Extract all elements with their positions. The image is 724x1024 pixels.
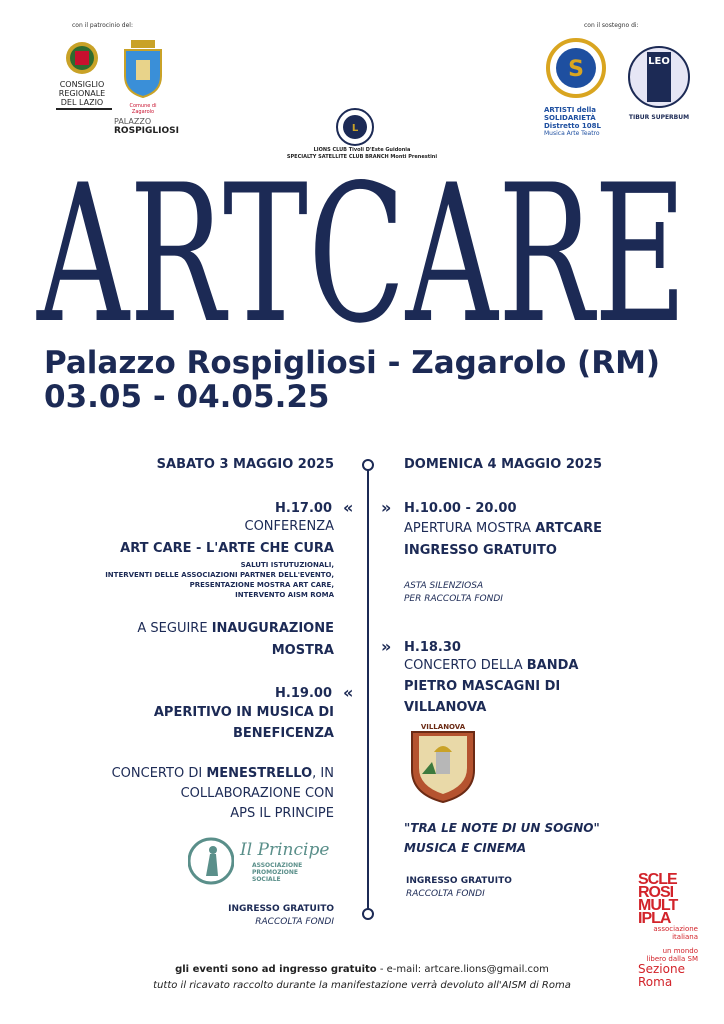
lions-line2: SPECIALTY SATELLITE CLUB BRANCH Monti Prenestini (286, 154, 438, 160)
aism-sezione1: Sezione (638, 962, 685, 976)
sat-concerto (112, 763, 334, 784)
leo-text: LEO (648, 56, 670, 67)
zagarolo-crest-icon (121, 40, 165, 98)
sat-menestrello: MENESTRELLO (206, 766, 313, 781)
sun-apertura-a: APERTURA MOSTRA (404, 521, 536, 536)
sat-aperitivo1: APERITIVO IN MUSICA DI (153, 705, 334, 720)
sun-concerto (404, 655, 578, 676)
sat-aps: APS IL PRINCIPE (230, 806, 334, 821)
sun-quote (404, 818, 600, 858)
principe-sub3: SOCIALE (252, 876, 281, 883)
sun-asta2: PER RACCOLTA FONDI (404, 594, 503, 604)
tibur-text: TIBUR SUPERBUM (628, 114, 690, 121)
sun-raccolta: RACCOLTA FONDI (406, 889, 485, 899)
sat-raccolta: RACCOLTA FONDI (255, 917, 334, 927)
sat-time1: H.17.00 (275, 501, 332, 516)
arrow-right-icon: » (381, 637, 392, 656)
aism-line3: MULT (638, 897, 678, 914)
palazzo-line2: ROSPIGLIOSI (114, 126, 179, 136)
arrow-right-icon: » (381, 498, 392, 517)
principe-name: Il Principe (240, 840, 330, 860)
svg-text:L: L (351, 123, 359, 134)
artisti-emblem-icon (544, 34, 608, 102)
timeline-bottom-dot (362, 908, 374, 920)
sun-apertura-b: ARTCARE (535, 521, 603, 536)
sat-concerto-a: CONCERTO DI (111, 766, 207, 781)
sun-ingresso-gratuito: INGRESSO GRATUITO (404, 543, 557, 558)
comune-text: Comune di Zagarolo (129, 103, 157, 115)
sun-quote1: "TRA LE NOTE DI UN SOGNO" (404, 821, 600, 835)
palazzo-line1: PALAZZO (114, 117, 152, 126)
sat-details3: PRESENTAZIONE MOSTRA ART CARE, (189, 581, 334, 589)
sat-a-seguire (137, 618, 334, 639)
artisti-line1: ARTISTI della (544, 106, 597, 114)
timeline-top-dot (362, 459, 374, 471)
sat-details (105, 560, 334, 600)
sun-banda3: VILLANOVA (404, 700, 487, 715)
artcare-title (30, 170, 694, 340)
villanova-crest-icon (410, 722, 476, 804)
artisti-line2: SOLIDARIETÀ (544, 114, 596, 122)
sun-ingresso: INGRESSO GRATUITO (406, 876, 512, 886)
il-principe-logo (188, 836, 338, 896)
aism-assoc1: associazione (653, 925, 698, 933)
sun-time1: H.10.00 - 20.00 (404, 501, 517, 516)
support-label: con il sostegno di: (584, 22, 639, 29)
lions-logo (335, 107, 375, 147)
aism-line1: SCLE (638, 871, 677, 888)
aism-line2: ROSI (638, 884, 674, 901)
venue-block (44, 346, 660, 414)
sun-time2: H.18.30 (404, 640, 461, 655)
sat-details1: SALUTI ISTUTUZIONALI, (240, 561, 334, 569)
aism-assoc2: italiana (672, 933, 698, 941)
principe-emblem-icon (188, 836, 234, 886)
consiglio-emblem-icon (62, 40, 102, 76)
venue-location: Palazzo Rospigliosi - Zagarolo (RM) (44, 345, 661, 381)
sun-apertura (404, 518, 602, 539)
consiglio-line3: DEL LAZIO (60, 98, 104, 107)
sat-details4: INTERVENTO AISM ROMA (235, 591, 334, 599)
sun-concerto-b: BANDA (526, 658, 579, 673)
sun-asta (404, 580, 503, 606)
sat-concerto-b: , IN (312, 766, 334, 781)
leo-club-logo (622, 44, 696, 121)
palazzo-rospigliosi-logo (114, 117, 179, 136)
villanova-crest (410, 722, 476, 804)
sat-conferenza: CONFERENZA (244, 519, 334, 534)
consiglio-regionale-logo (52, 38, 112, 108)
sat-art-care: ART CARE - L'ARTE CHE CURA (120, 541, 334, 556)
sun-quote2: MUSICA E CINEMA (404, 841, 527, 855)
sun-asta1: ASTA SILENZIOSA (404, 581, 484, 591)
lions-line1: LIONS CLUB Tivoli D'Este Guidonia (313, 147, 411, 153)
aism-line4: IPLA (638, 910, 671, 927)
sun-banda2: PIETRO MASCAGNI DI (404, 679, 561, 694)
title-text: ARTCARE (35, 170, 687, 340)
svg-text:S: S (568, 57, 584, 82)
principe-sub2: PROMOZIONE (252, 869, 298, 876)
artisti-solidarieta-logo (544, 34, 608, 137)
villanova-crest-text: VILLANOVA (420, 723, 466, 731)
aism-mondo2: libero dalla SM (646, 955, 698, 963)
sunday-header: DOMENICA 4 MAGGIO 2025 (404, 457, 603, 472)
sat-a-seguire-text: A SEGUIRE (137, 621, 212, 636)
sat-time2: H.19.00 (275, 686, 332, 701)
arrow-left-icon: « (343, 498, 354, 517)
sat-ingresso: INGRESSO GRATUITO (228, 904, 334, 914)
sun-concerto-a: CONCERTO DELLA (404, 658, 527, 673)
consiglio-line1: CONSIGLIO (59, 80, 105, 89)
sat-aperitivo2: BENEFICENZA (232, 726, 334, 741)
sat-collab: COLLABORAZIONE CON (180, 786, 334, 801)
saturday-header: SABATO 3 MAGGIO 2025 (156, 457, 334, 472)
divider (56, 108, 112, 110)
consiglio-line2: REGIONALE (58, 89, 106, 98)
artisti-line3: Distretto 108L (544, 122, 601, 130)
footer-email: - e-mail: artcare.lions@gmail.com (376, 964, 549, 975)
comune-zagarolo-logo (118, 40, 168, 115)
aism-mondo1: un mondo (662, 947, 698, 955)
footer-bold: gli eventi sono ad ingresso gratuito (175, 964, 377, 975)
sat-details2: INTERVENTI DELLE ASSOCIAZIONI PARTNER DELL'EVENTO, (105, 571, 334, 579)
lions-emblem-icon (335, 107, 375, 147)
footer-line1 (0, 964, 724, 975)
patronage-label: con il patrocinio del: (72, 22, 133, 29)
sat-inaugurazione: INAUGURAZIONE (211, 621, 334, 636)
artisti-line4: Musica Arte Teatro (544, 130, 600, 137)
arrow-left-icon: « (343, 683, 354, 702)
venue-dates: 03.05 - 04.05.25 (44, 379, 330, 415)
aism-sezione2: Roma (638, 975, 673, 989)
footer-line2: tutto il ricavato raccolto durante la manifestazione verrà devoluto all'AISM di Roma (153, 980, 571, 991)
sat-mostra: MOSTRA (271, 643, 334, 658)
principe-sub1: ASSOCIAZIONE (252, 862, 303, 869)
timeline-line (367, 463, 369, 915)
